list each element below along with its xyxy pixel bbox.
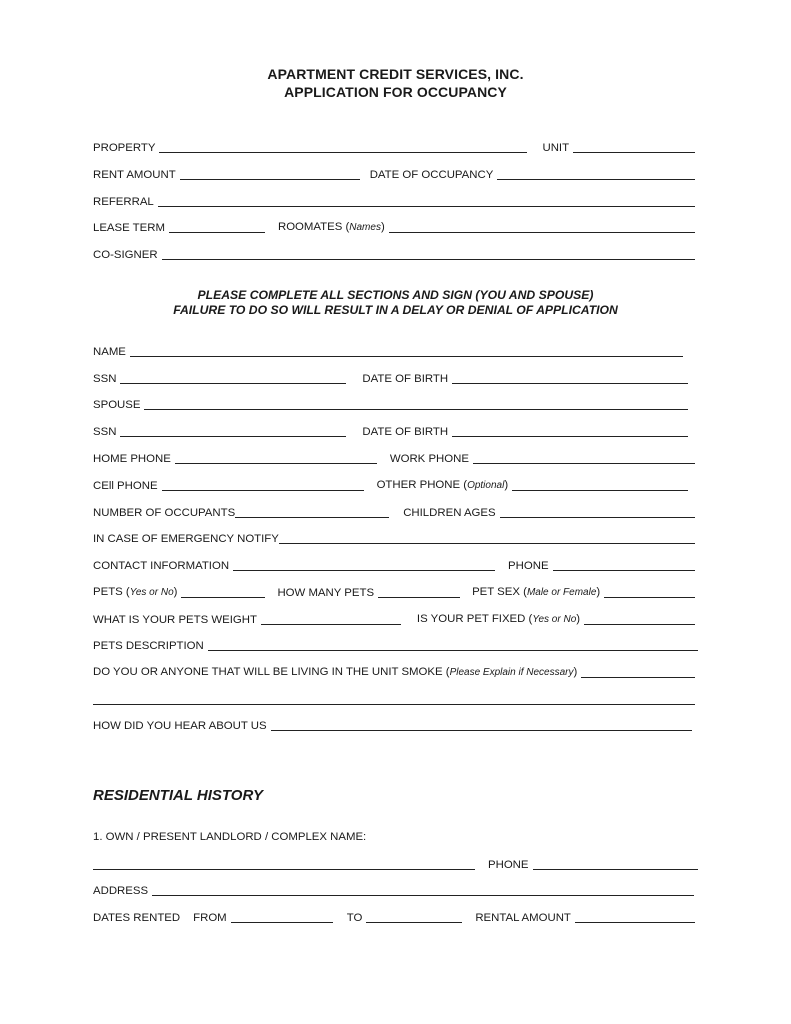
emergency-label: IN CASE OF EMERGENCY NOTIFY [93,533,279,545]
co-signer-label: CO-SIGNER [93,249,158,261]
spouse-date-of-birth-field[interactable] [452,436,688,437]
contact-information-label: CONTACT INFORMATION [93,560,230,572]
landlord-phone-label: PHONE [488,859,529,871]
notice-line-1: PLEASE COMPLETE ALL SECTIONS AND SIGN (YOU AND SPOUSE) [197,288,594,302]
referral-row [93,194,695,209]
landlord-phone-field[interactable] [533,869,698,870]
pets-description-label: PETS DESCRIPTION [93,640,204,652]
pet-weight-row [93,612,695,627]
spouse-ssn-label: SSN [93,426,117,438]
smoke-explain-line[interactable] [93,704,695,705]
landlord-row [93,857,698,872]
children-ages-field[interactable] [500,517,695,518]
company-name: APARTMENT CREDIT SERVICES, INC. [267,66,524,82]
property-label: PROPERTY [93,142,156,154]
spouse-date-of-birth-label: DATE OF BIRTH [362,426,449,438]
pets-description-field[interactable] [208,650,698,651]
to-field[interactable] [366,922,462,923]
unit-label: UNIT [542,142,570,154]
rental-amount-field[interactable] [575,922,695,923]
home-phone-field[interactable] [175,463,377,464]
dates-rented-row [93,910,695,925]
spouse-ssn-field[interactable] [120,436,346,437]
pet-fixed-label: IS YOUR PET FIXED (Yes or No) [416,613,581,625]
address-label: ADDRESS [93,885,149,897]
cell-phone-label: CEll PHONE [93,480,158,492]
address-field[interactable] [152,895,694,896]
roomates-field[interactable] [389,232,695,233]
number-of-occupants-label: NUMBER OF OCCUPANTS [93,507,236,519]
pet-sex-label: PET SEX (Male or Female) [472,586,601,598]
to-label: TO [346,912,363,924]
work-phone-field[interactable] [473,463,695,464]
rental-amount-label: RENTAL AMOUNT [475,912,571,924]
date-of-birth-field[interactable] [452,383,688,384]
phone-row [93,451,695,466]
from-label: FROM [193,912,227,924]
date-of-occupancy-field[interactable] [497,179,695,180]
unit-field[interactable] [573,152,695,153]
rent-amount-field[interactable] [180,179,360,180]
notice-line-2: FAILURE TO DO SO WILL RESULT IN A DELAY OR DENIAL OF APPLICATION [173,303,618,317]
ssn-row [93,371,688,386]
children-ages-label: CHILDREN AGES [403,507,496,519]
contact-row [93,558,695,573]
dates-rented-label: DATES RENTED [93,912,181,924]
referral-label: REFERRAL [93,196,154,208]
work-phone-label: WORK PHONE [389,453,469,465]
ssn-label: SSN [93,373,117,385]
co-signer-row [93,247,695,262]
other-phone-field[interactable] [512,490,688,491]
from-field[interactable] [231,922,333,923]
co-signer-field[interactable] [162,259,695,260]
contact-phone-label: PHONE [508,560,549,572]
address-row [93,883,694,898]
residential-history-heading: RESIDENTIAL HISTORY [93,787,264,804]
lease-term-label: LEASE TERM [93,222,165,234]
name-label: NAME [93,346,126,358]
hear-about-label: HOW DID YOU HEAR ABOUT US [93,720,267,732]
property-field[interactable] [159,152,527,153]
spouse-field[interactable] [144,409,688,410]
lease-row [93,220,695,235]
pets-row [93,585,695,600]
roomates-label: ROOMATES (Names) [277,221,385,233]
landlord-name-label: 1. OWN / PRESENT LANDLORD / COMPLEX NAME: [93,831,367,843]
spouse-label: SPOUSE [93,399,141,411]
other-phone-label: OTHER PHONE (Optional) [376,479,509,491]
cell-phone-field[interactable] [162,490,364,491]
emergency-field[interactable] [279,543,695,544]
pet-weight-field[interactable] [261,624,401,625]
spouse-row [93,397,688,412]
number-of-occupants-field[interactable] [235,517,389,518]
pets-field[interactable] [181,597,265,598]
property-row [93,140,695,155]
landlord-name-field[interactable] [93,869,475,870]
smoke-row [93,665,695,680]
pet-sex-field[interactable] [604,597,695,598]
emergency-row [93,531,695,546]
name-row [93,344,683,359]
referral-field[interactable] [158,206,695,207]
pets-description-row [93,638,698,653]
form-title: APPLICATION FOR OCCUPANCY [284,84,507,100]
hear-about-row [93,718,692,733]
hear-about-field[interactable] [271,730,692,731]
pet-weight-label: WHAT IS YOUR PETS WEIGHT [93,614,257,626]
contact-information-field[interactable] [233,570,495,571]
spouse-ssn-row [93,424,688,439]
occupants-row [93,505,695,520]
pets-label: PETS (Yes or No) [93,586,178,598]
home-phone-label: HOME PHONE [93,453,171,465]
rent-amount-label: RENT AMOUNT [93,169,176,181]
lease-term-field[interactable] [169,232,265,233]
ssn-field[interactable] [120,383,346,384]
cell-phone-row [93,478,688,493]
date-of-birth-label: DATE OF BIRTH [362,373,449,385]
date-of-occupancy-label: DATE OF OCCUPANCY [369,169,494,181]
rent-row [93,167,695,182]
how-many-pets-label: HOW MANY PETS [277,587,375,599]
how-many-pets-field[interactable] [378,597,460,598]
contact-phone-field[interactable] [553,570,695,571]
smoke-label: DO YOU OR ANYONE THAT WILL BE LIVING IN THE UNIT SMOKE (Please Explain if Necessary) [93,666,578,678]
pet-fixed-field[interactable] [584,624,695,625]
name-field[interactable] [130,356,683,357]
smoke-field[interactable] [581,677,695,678]
